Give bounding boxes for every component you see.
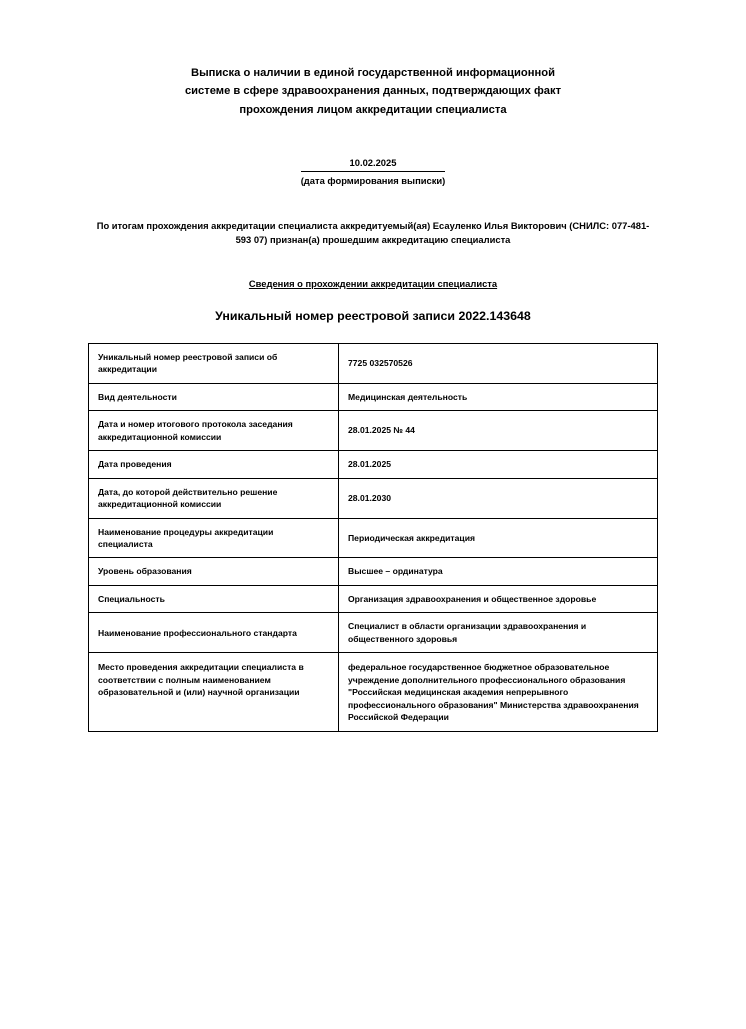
accreditation-info-table: [88, 343, 658, 732]
row-label: Вид деятельности: [89, 383, 339, 410]
formation-date-caption: (дата формирования выписки): [300, 174, 446, 186]
row-value: 28.01.2030: [339, 478, 658, 518]
formation-date-value: 10.02.2025: [301, 157, 446, 171]
row-label: Уникальный номер реестровой записи об аккредитации: [89, 343, 339, 383]
table-row: [89, 585, 658, 612]
table-row: [89, 411, 658, 451]
row-value: 28.01.2025 № 44: [339, 411, 658, 451]
row-value: Организация здравоохранения и общественное здоровье: [339, 585, 658, 612]
row-label: Дата и номер итогового протокола заседания аккредитационной комиссии: [89, 411, 339, 451]
table-row: [89, 653, 658, 731]
record-number-heading: Уникальный номер реестровой записи 2022.143648: [215, 308, 531, 323]
table-row: [89, 558, 658, 585]
row-value: 28.01.2025: [339, 451, 658, 478]
row-value: 7725 032570526: [339, 343, 658, 383]
table-row: [89, 518, 658, 558]
row-value: федеральное государственное бюджетное образовательное учреждение дополнительного профессионального образования "Российская медицинская академия непрерывного профессионального образования" Министерства здравоохранения Российской Федерации: [339, 653, 658, 731]
table-row: [89, 478, 658, 518]
row-label: Наименование процедуры аккредитации специалиста: [89, 518, 339, 558]
row-value: Медицинская деятельность: [339, 383, 658, 410]
formation-date-inner: [301, 157, 446, 185]
row-label: Дата, до которой действительно решение аккредитационной комиссии: [89, 478, 339, 518]
row-label: Дата проведения: [89, 451, 339, 478]
summary-paragraph: По итогам прохождения аккредитации специалиста аккредитуемый(ая) Есауленко Илья Викторович (СНИЛС: 077-481-593 07) признан(а) прошедшим аккредитацию специалиста: [96, 219, 650, 246]
row-value: Периодическая аккредитация: [339, 518, 658, 558]
page-title-line-2: системе в сфере здравоохранения данных, подтверждающих факт: [184, 85, 562, 98]
formation-date-block: [88, 157, 658, 188]
table-row: [89, 613, 658, 653]
row-label: Место проведения аккредитации специалиста в соответствии с полным наименованием образовательной и (или) научной организации: [89, 653, 339, 731]
table-row: [89, 451, 658, 478]
section-heading: Сведения о прохождении аккредитации специалиста: [248, 277, 498, 289]
page-title: [123, 64, 623, 119]
table-row: [89, 383, 658, 410]
table-row: [89, 343, 658, 383]
row-value: Специалист в области организации здравоохранения и общественного здоровья: [339, 613, 658, 653]
row-label: Наименование профессионального стандарта: [89, 613, 339, 653]
row-label: Уровень образования: [89, 558, 339, 585]
page-title-line-1: Выписка о наличии в единой государственной информационной: [191, 67, 555, 79]
row-label: Специальность: [89, 585, 339, 612]
page-title-line-3: прохождения лицом аккредитации специалиста: [239, 103, 507, 116]
row-value: Высшее – ординатура: [339, 558, 658, 585]
